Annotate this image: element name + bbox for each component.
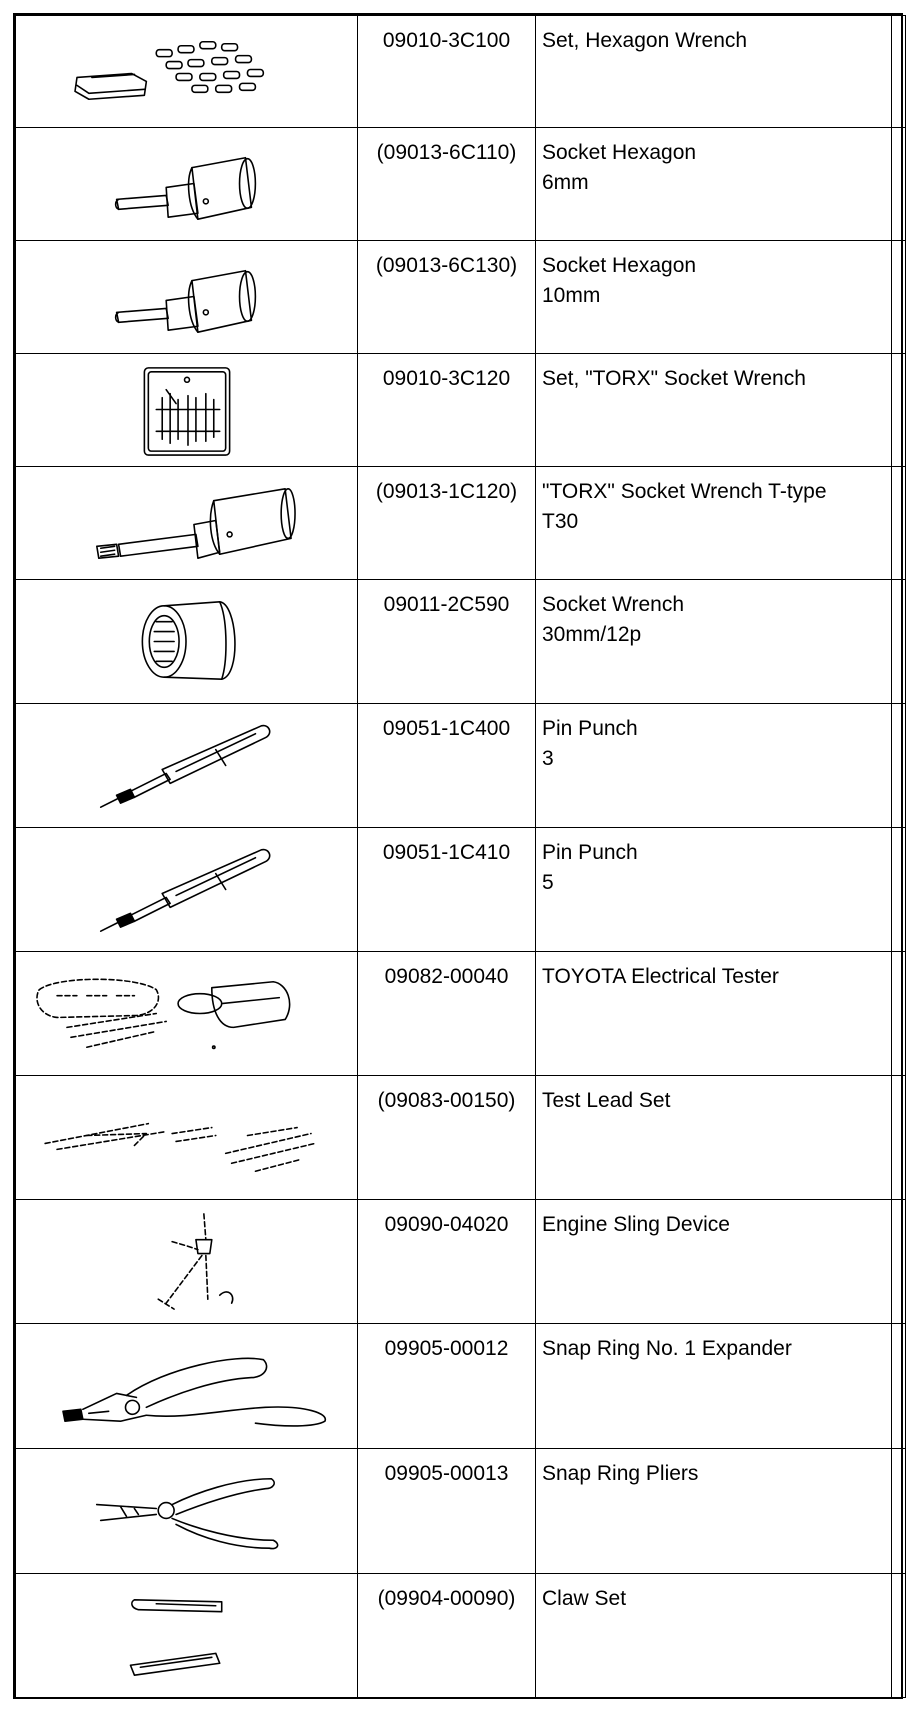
tool-illustration-cell bbox=[16, 1076, 358, 1200]
tool-name: Socket Wrench bbox=[542, 593, 685, 616]
table-row bbox=[16, 128, 906, 241]
table-row bbox=[16, 580, 906, 704]
tool-illustration-cell bbox=[16, 952, 358, 1076]
tool-name: TOYOTA Electrical Tester bbox=[542, 965, 779, 988]
claw-set-icon bbox=[16, 1574, 358, 1697]
tool-name-cell bbox=[536, 354, 892, 467]
tool-name: Snap Ring Pliers bbox=[542, 1462, 699, 1485]
part-number: (09083-00150) bbox=[358, 1076, 536, 1200]
special-tools-table-frame bbox=[13, 13, 903, 1699]
tool-illustration-cell bbox=[16, 1574, 358, 1698]
tool-illustration-cell bbox=[16, 1324, 358, 1449]
hexagon-wrench-set-icon bbox=[16, 16, 358, 127]
table-row bbox=[16, 828, 906, 952]
part-number: 09010-3C100 bbox=[358, 16, 536, 128]
table-row bbox=[16, 241, 906, 354]
tool-illustration-cell bbox=[16, 1449, 358, 1574]
blank-cell bbox=[892, 1076, 906, 1200]
tool-illustration-cell bbox=[16, 354, 358, 467]
blank-cell bbox=[892, 1449, 906, 1574]
tool-name-cell bbox=[536, 241, 892, 354]
tool-illustration-cell bbox=[16, 1200, 358, 1324]
torx-socket-set-icon bbox=[16, 354, 358, 466]
tool-name: Engine Sling Device bbox=[542, 1213, 730, 1236]
snap-ring-pliers-icon bbox=[16, 1449, 358, 1573]
tool-illustration-cell bbox=[16, 241, 358, 354]
tool-name-cell bbox=[536, 1076, 892, 1200]
tool-name-cell bbox=[536, 1574, 892, 1698]
tool-spec: T30 bbox=[542, 510, 579, 533]
part-number: (09904-00090) bbox=[358, 1574, 536, 1698]
tool-spec: 3 bbox=[542, 747, 554, 770]
table-row bbox=[16, 354, 906, 467]
tool-illustration-cell bbox=[16, 828, 358, 952]
tool-name: Snap Ring No. 1 Expander bbox=[542, 1337, 792, 1360]
part-number: 09905-00013 bbox=[358, 1449, 536, 1574]
pin-punch-icon bbox=[16, 828, 358, 951]
tool-name: Set, "TORX" Socket Wrench bbox=[542, 367, 806, 390]
blank-cell bbox=[892, 952, 906, 1076]
tool-illustration-cell bbox=[16, 704, 358, 828]
tool-spec: 30mm/12p bbox=[542, 623, 642, 646]
tool-name-cell bbox=[536, 952, 892, 1076]
tool-name-cell bbox=[536, 704, 892, 828]
tool-name-cell bbox=[536, 467, 892, 580]
part-number: 09905-00012 bbox=[358, 1324, 536, 1449]
blank-cell bbox=[892, 16, 906, 128]
part-number: (09013-6C130) bbox=[358, 241, 536, 354]
tool-name: Pin Punch bbox=[542, 717, 638, 740]
socket-wrench-icon bbox=[16, 580, 358, 703]
special-tools-table bbox=[15, 15, 906, 1698]
table-row bbox=[16, 1449, 906, 1574]
tool-spec: 10mm bbox=[542, 284, 601, 307]
blank-cell bbox=[892, 580, 906, 704]
tool-illustration-cell bbox=[16, 467, 358, 580]
tool-name: Claw Set bbox=[542, 1587, 627, 1610]
table-row bbox=[16, 952, 906, 1076]
blank-cell bbox=[892, 828, 906, 952]
tool-name-cell bbox=[536, 16, 892, 128]
tool-name-cell bbox=[536, 1449, 892, 1574]
pin-punch-icon bbox=[16, 704, 358, 827]
table-row bbox=[16, 467, 906, 580]
tool-name-cell bbox=[536, 828, 892, 952]
blank-cell bbox=[892, 1574, 906, 1698]
snap-ring-expander-icon bbox=[16, 1324, 358, 1448]
tool-name: "TORX" Socket Wrench T-type bbox=[542, 480, 827, 503]
part-number: 09011-2C590 bbox=[358, 580, 536, 704]
tool-illustration-cell bbox=[16, 16, 358, 128]
hexagon-socket-icon bbox=[16, 128, 358, 240]
tool-name-cell bbox=[536, 128, 892, 241]
part-number: (09013-1C120) bbox=[358, 467, 536, 580]
blank-cell bbox=[892, 467, 906, 580]
blank-cell bbox=[892, 1324, 906, 1449]
tool-name-cell bbox=[536, 1324, 892, 1449]
torx-socket-icon bbox=[16, 467, 358, 579]
part-number: 09051-1C400 bbox=[358, 704, 536, 828]
electrical-tester-icon bbox=[16, 952, 358, 1075]
tool-name: Pin Punch bbox=[542, 841, 638, 864]
table-row bbox=[16, 1076, 906, 1200]
table-row bbox=[16, 704, 906, 828]
tool-name: Socket Hexagon bbox=[542, 254, 697, 277]
table-row bbox=[16, 16, 906, 128]
part-number: (09013-6C110) bbox=[358, 128, 536, 241]
engine-sling-icon bbox=[16, 1200, 358, 1323]
table-row bbox=[16, 1574, 906, 1698]
tool-name: Test Lead Set bbox=[542, 1089, 671, 1112]
blank-cell bbox=[892, 241, 906, 354]
hexagon-socket-icon bbox=[16, 241, 358, 353]
tool-name-cell bbox=[536, 580, 892, 704]
tool-name: Socket Hexagon bbox=[542, 141, 697, 164]
tool-spec: 6mm bbox=[542, 171, 589, 194]
part-number: 09082-00040 bbox=[358, 952, 536, 1076]
tool-illustration-cell bbox=[16, 128, 358, 241]
tool-illustration-cell bbox=[16, 580, 358, 704]
tool-name-cell bbox=[536, 1200, 892, 1324]
test-lead-set-icon bbox=[16, 1076, 358, 1199]
tool-name: Set, Hexagon Wrench bbox=[542, 29, 748, 52]
part-number: 09051-1C410 bbox=[358, 828, 536, 952]
part-number: 09010-3C120 bbox=[358, 354, 536, 467]
table-row bbox=[16, 1200, 906, 1324]
blank-cell bbox=[892, 354, 906, 467]
tool-spec: 5 bbox=[542, 871, 554, 894]
part-number: 09090-04020 bbox=[358, 1200, 536, 1324]
table-row bbox=[16, 1324, 906, 1449]
blank-cell bbox=[892, 128, 906, 241]
blank-cell bbox=[892, 704, 906, 828]
blank-cell bbox=[892, 1200, 906, 1324]
